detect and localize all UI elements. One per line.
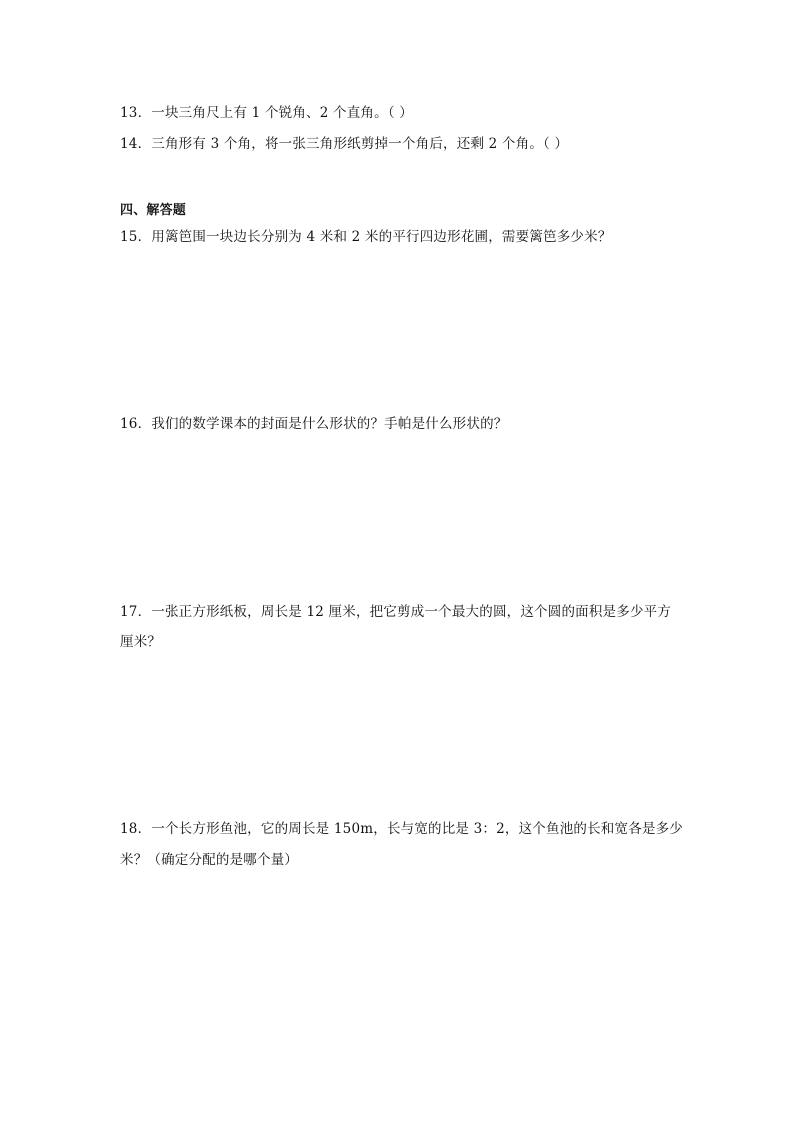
question-13: 13．一块三角尺上有 1 个锐角、2 个直角。（ ） — [120, 105, 413, 121]
question-15: 15．用篱笆围一块边长分别为 4 米和 2 米的平行四边形花圃，需要篱笆多少米？ — [120, 229, 612, 245]
question-16: 16．我们的数学课本的封面是什么形状的？手帕是什么形状的？ — [120, 416, 508, 432]
question-17-line-1: 17．一张正方形纸板，周长是 12 厘米，把它剪成一个最大的圆，这个圆的面积是多少平方 — [120, 604, 672, 620]
section-title: 四、解答题 — [120, 203, 187, 218]
question-17-line-2: 厘米？ — [120, 634, 162, 650]
question-18-line-1: 18．一个长方形鱼池，它的周长是 150m，长与宽的比是 3：2，这个鱼池的长和宽各是多少 — [120, 821, 684, 837]
question-14: 14．三角形有 3 个角，将一张三角形纸剪掉一个角后，还剩 2 个角。（ ） — [120, 136, 569, 152]
question-18-line-2: 米？（确定分配的是哪个量） — [120, 852, 299, 868]
